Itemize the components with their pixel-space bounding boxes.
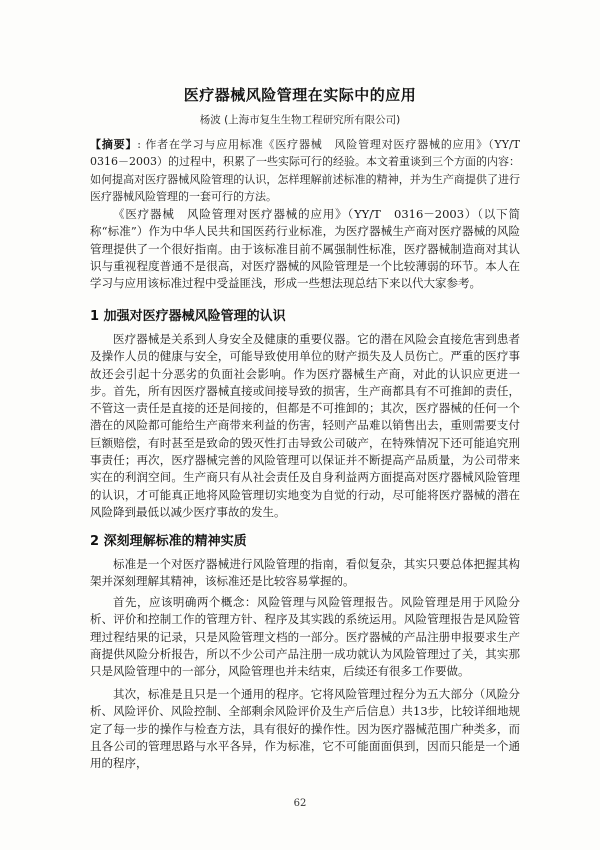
section-2-paragraph-2: 首先，应该明确两个概念：风险管理与风险管理报告。风险管理是用于风险分析、评价和控制工作的管理方针、程序及其实践的系统运用。风险管理报告是风险管理过程结果的记录，只是风险管理文档的一部分。医疗器械的产品注册申报要求生产商提供风险分析报告，所以不少公司产品注册一成功就认为风险管理过了关，其实那只是风险管理中的一部分，风险管理也并未结束，后续还有很多工作要做。 bbox=[90, 595, 520, 679]
section-2-paragraph-1: 标准是一个对医疗器械进行风险管理的指南，看似复杂，其实只要总体把握其构架并深刻理解其精神，该标准还是比较容易掌握的。 bbox=[90, 557, 520, 589]
section-2-paragraph-3: 其次，标准是且只是一个通用的程序。它将风险管理过程分为五大部分（风险分析、风险评价、风险控制、全部剩余风险评价及生产后信息）共13步，比较详细地规定了每一步的操作与检查方法，具有很好的操作性。因为医疗器械范围广种类多，而且各公司的管理思路与水平各异，作为标准，它不可能面面俱到，因而只能是一个通用的程序， bbox=[90, 687, 520, 771]
abstract bbox=[90, 136, 532, 205]
abstract-label: 【摘要】 bbox=[90, 138, 138, 151]
section-1-paragraph-1: 医疗器械是关系到人身安全及健康的重要仪器。它的潜在风险会直接危害到患者及操作人员的健康与安全，可能导致使用单位的财产损失及人员伤亡。严重的医疗事故还会引起十分恶劣的负面社会影响。作为医疗器械生产商，对此的认识应更进一步。首先，所有因医疗器械直接或间接导致的损害，生产商都具有不可推卸的责任，不管这一责任是直接的还是间接的，但都是不可推卸的；其次，医疗器械的任何一个潜在的风险都可能给生产商带来利益的伤害，轻则产品难以销售出去，重则需要支付巨额赔偿，有时甚至是致命的毁灭性打击导致公司破产，在特殊情况下还可能追究刑事责任；再次，医疗器械完善的风险管理可以保证并不断提高产品质量，为公司带来实在的利润空间。生产商只有从社会责任及自身利益两方面提高对医疗器械风险管理的认识，才可能真正地将风险管理切实地变为自觉的行动，尽可能将医疗器械的潜在风险降到最低以减少医疗事故的发生。 bbox=[90, 332, 520, 519]
intro-paragraph: 《医疗器械 风险管理对医疗器械的应用》（YY/T 0316－2003）（以下简称“标准”）作为中华人民共和国医药行业标准，为医疗器械生产商对医疗器械的风险管理提供了一个很好指南。由于该标准目前不属强制性标准，医疗器械制造商对其认识与重视程度普通不是很高，对医疗器械的风险管理是一个比较薄弱的环节。本人在学习与应用该标准过程中受益匪浅，形成一些想法现总结下来以代大家参考。 bbox=[90, 207, 520, 291]
paper-title: 医疗器械风险管理在实际中的应用 bbox=[183, 86, 417, 104]
author-affiliation: 杨波 (上海市复生生物工程研究所有限公司) bbox=[199, 114, 401, 126]
section-1-heading: 1 加强对医疗器械风险管理的认识 bbox=[90, 309, 286, 324]
section-2-heading: 2 深刻理解标准的精神实质 bbox=[90, 534, 247, 549]
page-number: 62 bbox=[293, 798, 307, 809]
abstract-text: : 作者在学习与应用标准《医疗器械 风险管理对医疗器械的应用》（YY/T 0316－2003）的过程中，积累了一些实际可行的经验。本文着重谈到三个方面的内容：如何提高对医疗器械风险管理的认识，怎样理解前述标准的精神，并为生产商提供了进行医疗器械风险管理的一套可行的方法。 bbox=[90, 138, 532, 203]
